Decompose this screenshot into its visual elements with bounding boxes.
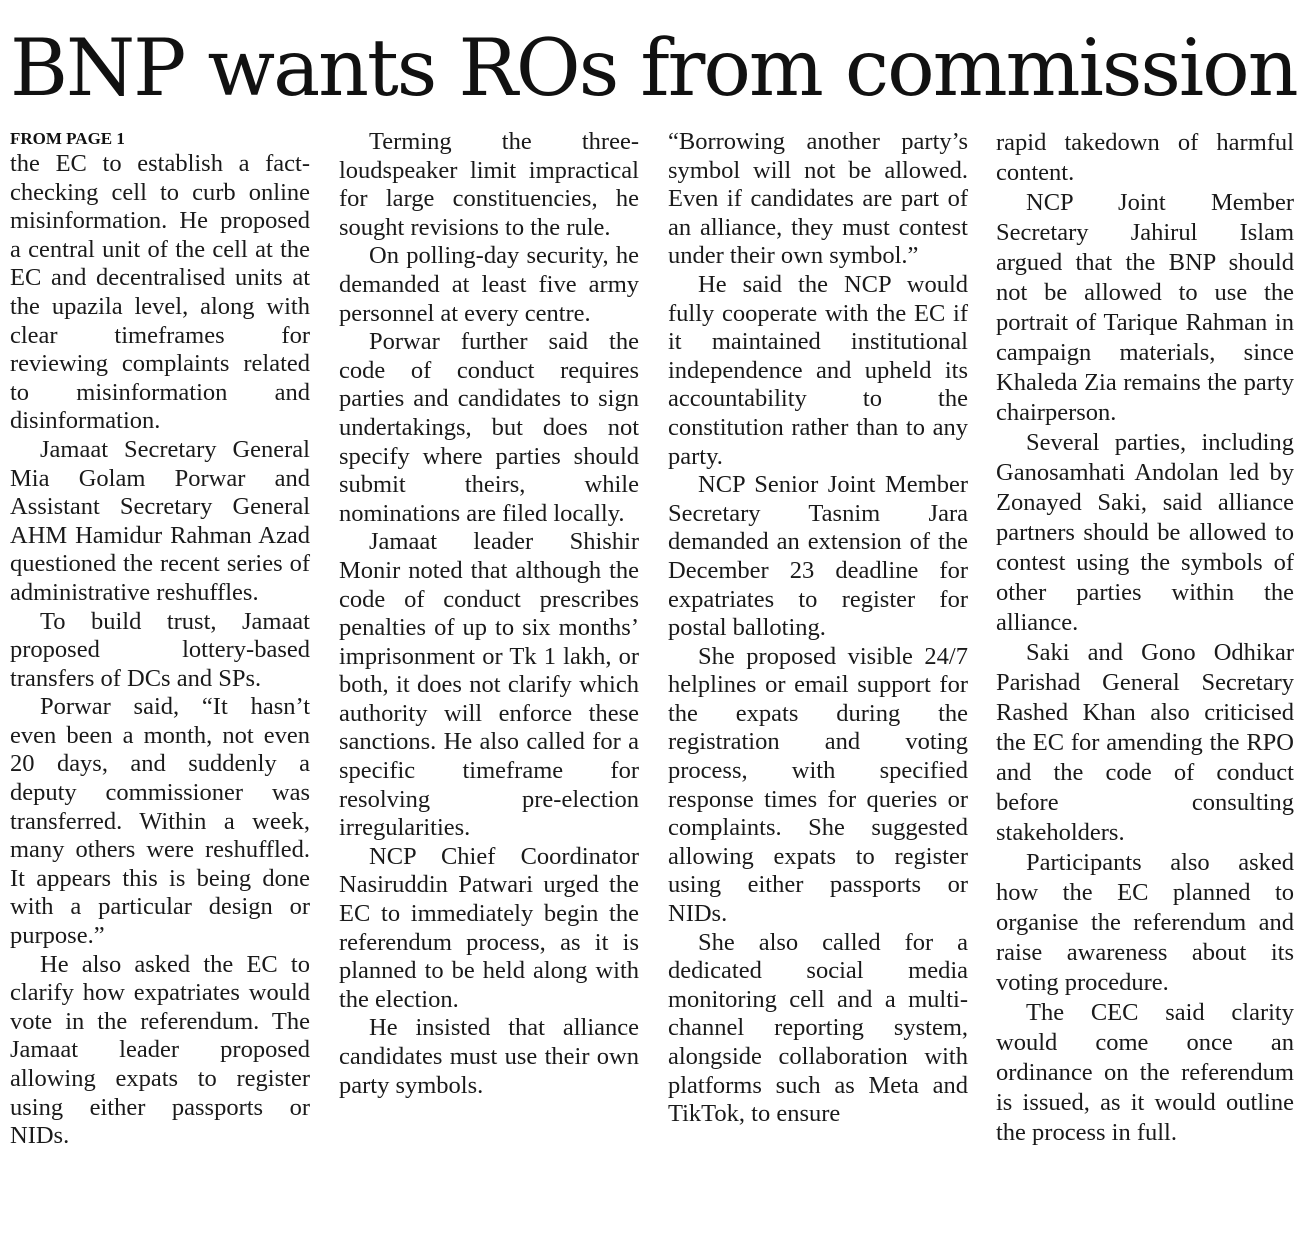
paragraph: rapid takedown of harmful content. [996, 129, 1294, 186]
headline: BNP wants ROs from commission [10, 22, 1297, 114]
article-column-4 [996, 128, 1294, 1148]
paragraph: NCP Chief Coordinator Nasiruddin Patwari urged the EC to immediately begin the referendum process, as it is planned to be held along with the election. [339, 842, 639, 1013]
paragraph: Participants also asked how the EC planned to organise the referendum and raise awareness about its voting procedure. [996, 849, 1294, 996]
paragraph: “Borrowing another party’s symbol will not be allowed. Even if candidates are part of an alliance, they must contest under their own symbol.” [668, 128, 968, 270]
paragraph: The CEC said clarity would come once an ordinance on the referendum is issued, as it would outline the process in full. [996, 999, 1294, 1146]
paragraph: Jamaat leader Shishir Monir noted that although the code of conduct prescribes penalties of up to six months’ imprisonment or Tk 1 lakh, or both, it does not clarify which authority will enforce these sanctions. He also called for a specific timeframe for resolving pre-election irregularities. [339, 528, 639, 842]
paragraph: Terming the three-loudspeaker limit impractical for large constituencies, he sought revisions to the rule. [339, 128, 639, 241]
paragraph: She proposed visible 24/7 helplines or email support for the expats during the registration and voting process, with specified response times for queries or complaints. She suggested allowing expats to register using either passports or NIDs. [668, 642, 968, 928]
article-column-1 [10, 128, 310, 1151]
paragraph: On polling-day security, he demanded at least five army personnel at every centre. [339, 242, 639, 327]
paragraph: Several parties, including Ganosamhati Andolan led by Zonayed Saki, said alliance partners should be allowed to contest using the symbols of other parties within the alliance. [996, 429, 1294, 636]
paragraph: NCP Senior Joint Member Secretary Tasnim Jara demanded an extension of the December 23 deadline for expatriates to register for postal balloting. [668, 471, 968, 642]
paragraph: He said the NCP would fully cooperate with the EC if it maintained institutional independence and upheld its accountability to the constitution rather than to any party. [668, 270, 968, 470]
paragraph: Porwar said, “It hasn’t even been a month, not even 20 days, and suddenly a deputy commissioner was transferred. Within a week, many others were reshuffled. It appears this is being done with a particular design or purpose.” [10, 693, 310, 950]
paragraph: Saki and Gono Odhikar Parishad General Secretary Rashed Khan also criticised the EC for amending the RPO and the code of conduct before consulting stakeholders. [996, 639, 1294, 846]
paragraph: the EC to establish a fact-checking cell to curb online misinformation. He proposed a central unit of the cell at the EC and decentralised units at the upazila level, along with clear timeframes for reviewing complaints related to misinformation and disinformation. [10, 150, 310, 435]
paragraph: NCP Joint Member Secretary Jahirul Islam argued that the BNP should not be allowed to use the portrait of Tarique Rahman in campaign materials, since Khaleda Zia remains the party chairperson. [996, 189, 1294, 426]
paragraph: She also called for a dedicated social media monitoring cell and a multi-channel reporting system, alongside collaboration with platforms such as Meta and TikTok, to ensure [668, 928, 968, 1128]
article-column-2 [339, 128, 639, 1100]
paragraph: To build trust, Jamaat proposed lottery-based transfers of DCs and SPs. [10, 607, 310, 692]
paragraph: Jamaat Secretary General Mia Golam Porwar and Assistant Secretary General AHM Hamidur Rahman Azad questioned the recent series of administrative reshuffles. [10, 435, 310, 606]
continuation-kicker: FROM PAGE 1 [10, 129, 125, 148]
paragraph: He insisted that alliance candidates must use their own party symbols. [339, 1014, 639, 1099]
paragraph: Porwar further said the code of conduct requires parties and candidates to sign undertakings, but does not specify where parties should submit theirs, while nominations are filed locally. [339, 328, 639, 527]
paragraph: He also asked the EC to clarify how expatriates would vote in the referendum. The Jamaat leader proposed allowing expats to register using either passports or NIDs. [10, 950, 310, 1150]
article-column-3 [668, 128, 968, 1129]
